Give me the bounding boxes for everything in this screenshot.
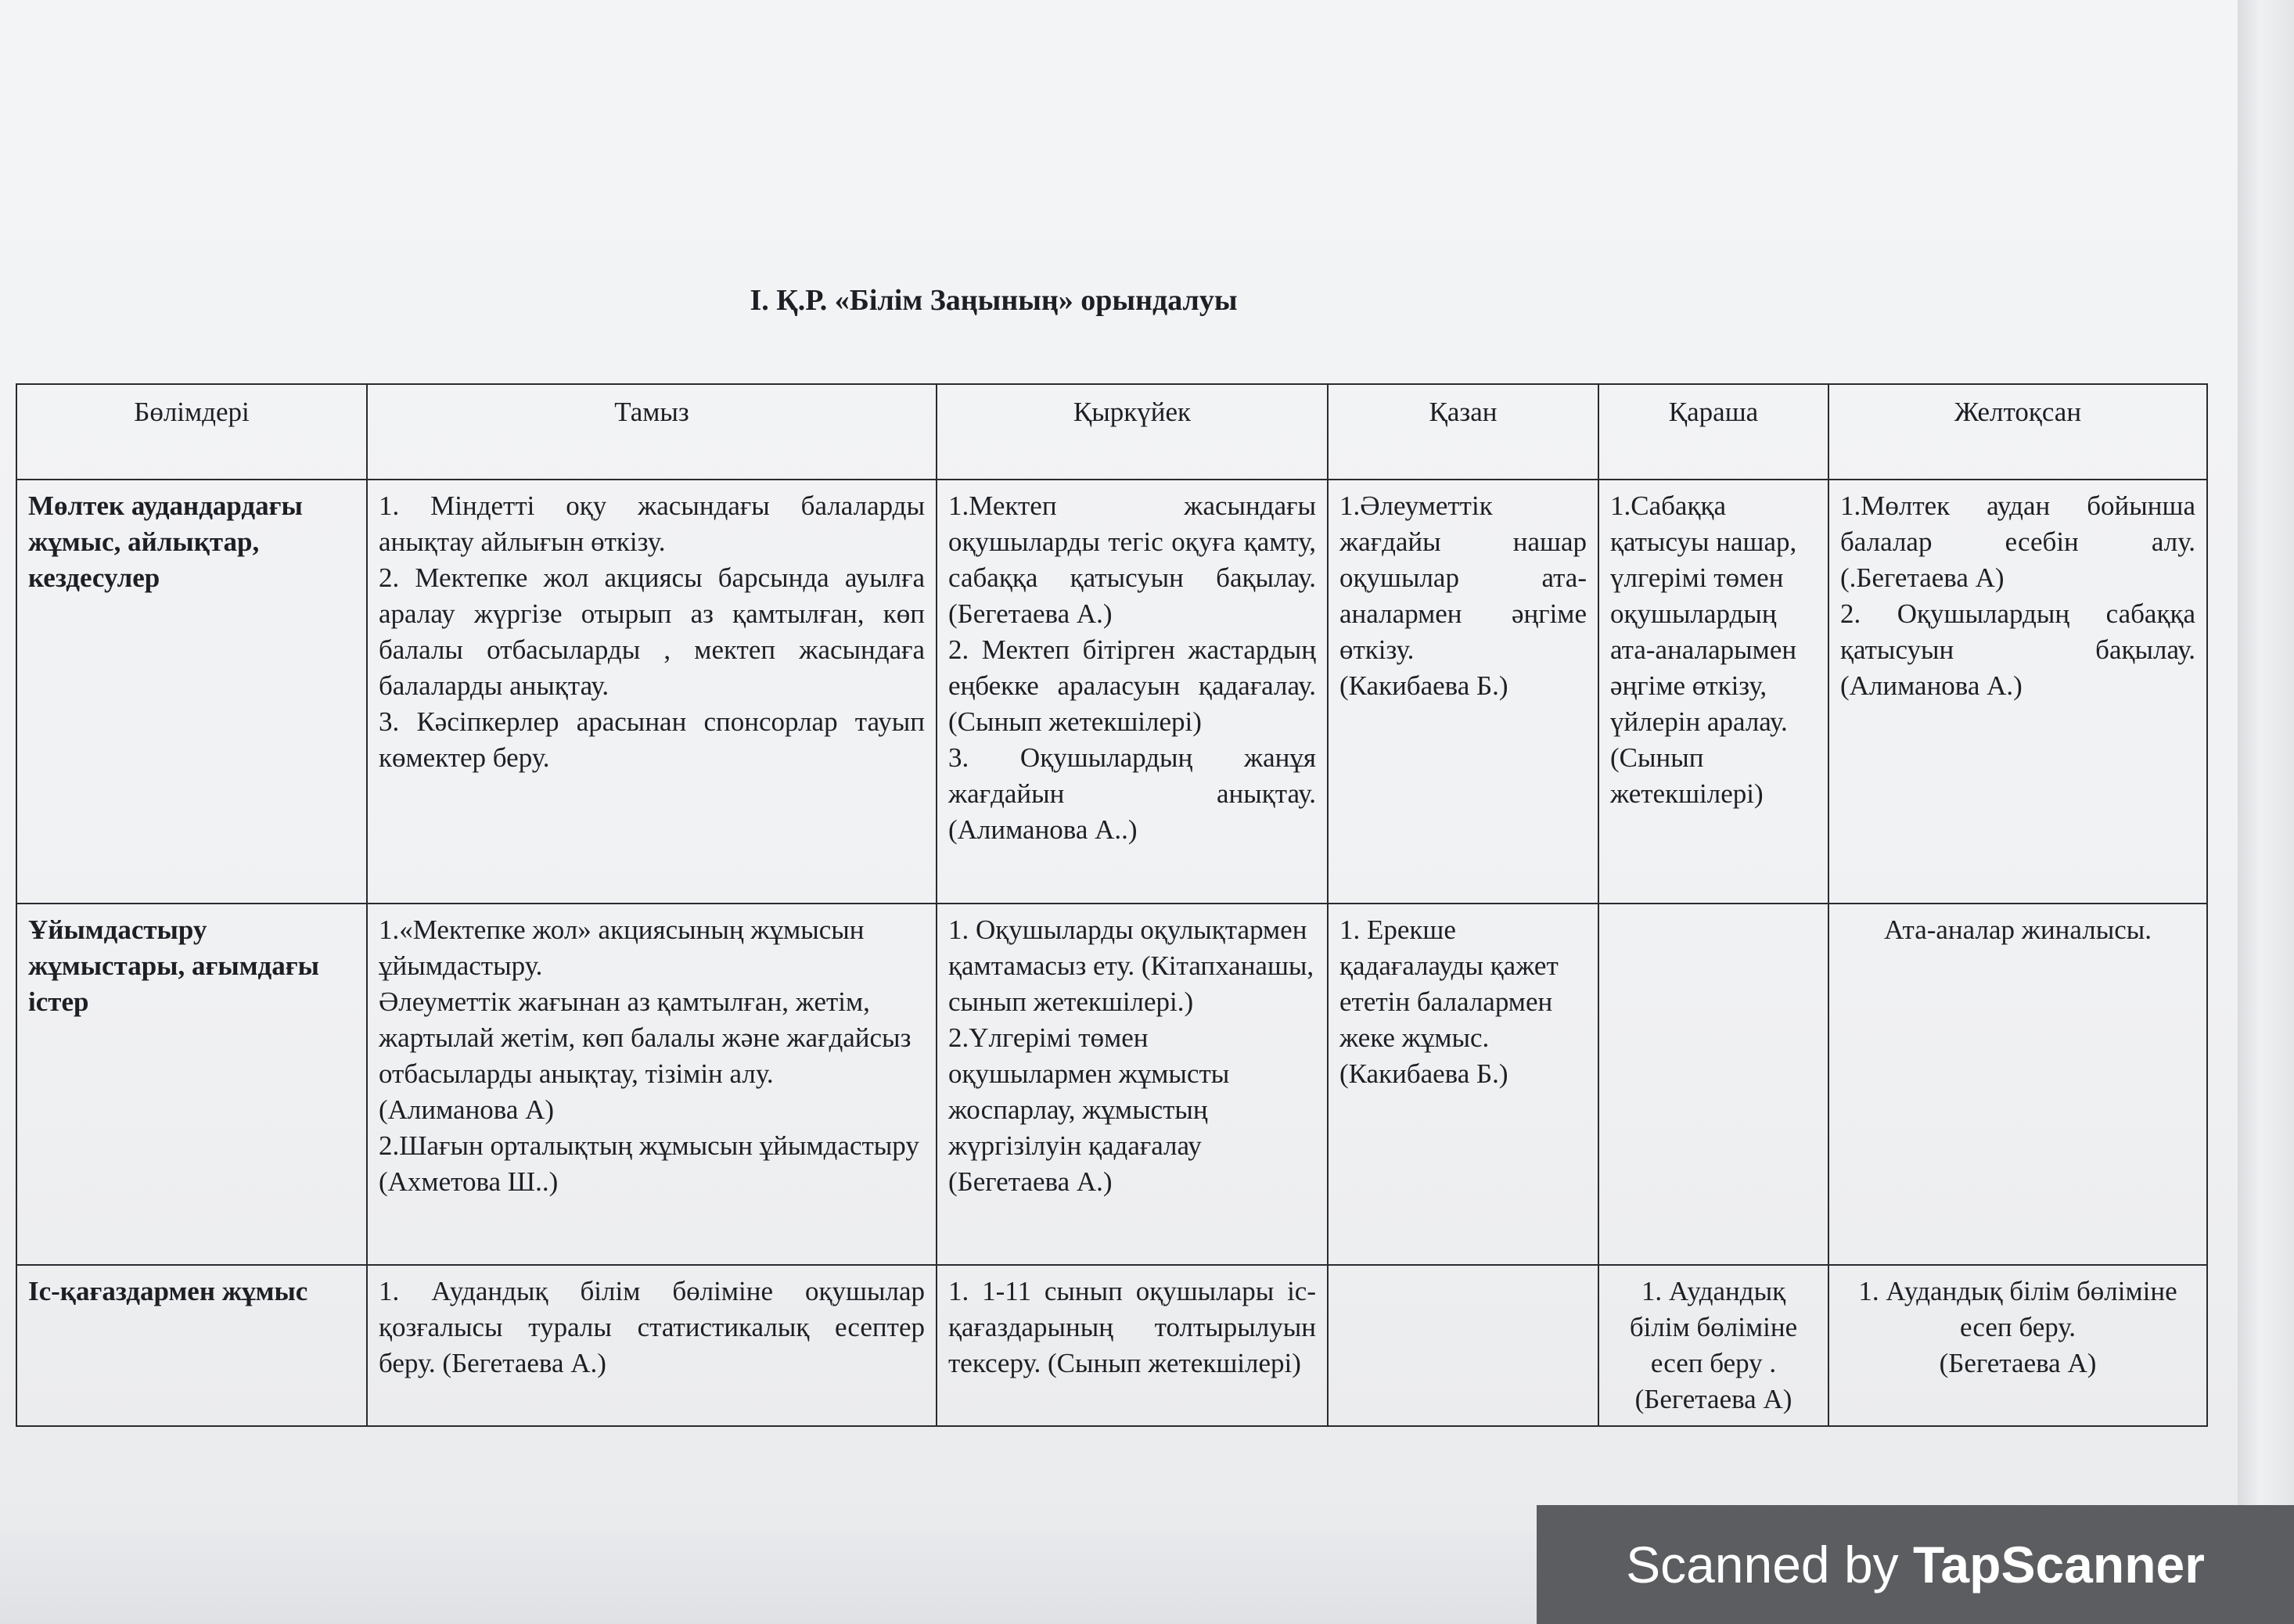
cell-line: (Какибаева Б.) [1339, 1058, 1508, 1089]
cell-line: 3. Оқушылардың жанұя жағдайын анықтау. (Алиманова А..) [948, 742, 1316, 845]
header-row [16, 384, 2207, 480]
paper-edge [2238, 0, 2294, 1624]
cell-line: (Алиманова А) [379, 1094, 555, 1125]
cell-line: (Какибаева Б.) [1339, 670, 1508, 701]
cell-october [1328, 904, 1598, 1265]
cell-line: 1. Ерекше қадағалауды қажет ететін балалармен жеке жұмыс. [1339, 914, 1559, 1053]
header-september: Қыркүйек [937, 384, 1328, 480]
document-title: I. Қ.Р. «Білім Заңының» орындалуы [750, 284, 1238, 317]
cell-september [937, 1265, 1328, 1426]
cell-line: (Сынып жетекшілері) [1610, 742, 1764, 809]
table-row [16, 904, 2207, 1265]
header-december: Желтоқсан [1828, 384, 2207, 480]
plan-table [16, 383, 2208, 1427]
cell-line: (Бегетаева А) [1939, 1348, 2097, 1378]
cell-line: Әлеуметтік жағынан аз қамтылған, жетім, жартылай жетім, көп балалы және жағдайсыз отбасыларды анықтау, тізімін алу. [379, 986, 911, 1089]
cell-line: 1.Мектеп жасындағы оқушыларды тегіс оқуға қамту, сабаққа қатысуын бақылау. (Бегетаева А.) [948, 490, 1316, 629]
cell-line: 1.Мөлтек аудан бойынша балалар есебін алу. (.Бегетаева А) [1840, 490, 2195, 593]
cell-december [1828, 1265, 2207, 1426]
cell-line: 1. Оқушыларды оқулықтармен қамтамасыз ету. (Кітапханашы, сынып жетекшілері.) [948, 914, 1314, 1017]
cell-december [1828, 904, 2207, 1265]
watermark-brand: TapScanner [1913, 1536, 2205, 1593]
cell-line: 1.Сабаққа қатысуы нашар, үлгерімі төмен оқушылардың ата-аналарымен әңгіме өткізу, үйлерін аралау. [1610, 490, 1797, 737]
cell-november [1598, 904, 1828, 1265]
cell-november [1598, 1265, 1828, 1426]
table-row [16, 480, 2207, 904]
cell-september [937, 904, 1328, 1265]
row-head-neighborhood-work: Мөлтек аудандардағы жұмыс, айлықтар, кездесулер [16, 480, 367, 904]
row-head-organization-work: Ұйымдастыру жұмыстары, ағымдағы істер [16, 904, 367, 1265]
scanner-watermark [1537, 1505, 2294, 1624]
table-row [16, 1265, 2207, 1426]
cell-line: 2. Оқушылардың сабаққа қатысуын бақылау. (Алиманова А.) [1840, 598, 2195, 701]
header-sections: Бөлімдері [16, 384, 367, 480]
cell-line: (Бегетаева А) [1634, 1384, 1792, 1414]
cell-line: 3. Кәсіпкерлер арасынан спонсорлар тауып көмектер беру. [379, 706, 925, 773]
cell-august [367, 480, 937, 904]
cell-line: 1.«Мектепке жол» акциясының жұмысын ұйымдастыру. [379, 914, 865, 981]
cell-september [937, 480, 1328, 904]
cell-august [367, 1265, 937, 1426]
cell-line: 1. Аудандық білім бөліміне есеп беру . [1629, 1276, 1798, 1378]
cell-line: 1. Аудандық білім бөліміне есеп беру. [1858, 1276, 2177, 1342]
cell-line: 2.Шағын орталықтың жұмысын ұйымдастыру (Ахметова Ш..) [379, 1130, 919, 1197]
row-head-paperwork: Іс-қағаздармен жұмыс [16, 1265, 367, 1426]
cell-line: 2. Мектеп бітірген жастардың еңбекке араласуын қадағалау. (Сынып жетекшілері) [948, 634, 1316, 737]
cell-line: 1.Әлеуметтік жағдайы нашар оқушылар ата-аналармен әңгіме өткізу. [1339, 490, 1587, 665]
header-october: Қазан [1328, 384, 1598, 480]
cell-line: 1. Аудандық білім бөліміне оқушылар қозғалысы туралы статистикалық есептер беру. (Бегетаева А.) [379, 1276, 925, 1378]
cell-line: 1. 1-11 сынып оқушылары іс-қағаздарының толтырылуын тексеру. (Сынып жетекшілері) [948, 1276, 1316, 1378]
cell-line: 2.Үлгерімі төмен оқушылармен жұмысты жоспарлау, жұмыстың жүргізілуін қадағалау (Бегетаева А.) [948, 1022, 1230, 1197]
cell-line: Ата-аналар жиналысы. [1883, 914, 2152, 945]
watermark-prefix: Scanned by [1626, 1536, 1914, 1593]
cell-october [1328, 480, 1598, 904]
cell-august [367, 904, 937, 1265]
header-november: Қараша [1598, 384, 1828, 480]
cell-line: 2. Мектепке жол акциясы барсында ауылға аралау жүргізе отырып аз қамтылған, көп балалы отбасыларды , мектеп жасындаға балаларды анықтау. [379, 562, 925, 701]
cell-october [1328, 1265, 1598, 1426]
cell-december [1828, 480, 2207, 904]
header-august: Тамыз [367, 384, 937, 480]
cell-november [1598, 480, 1828, 904]
cell-line: 1. Міндетті оқу жасындағы балаларды анықтау айлығын өткізу. [379, 490, 925, 557]
